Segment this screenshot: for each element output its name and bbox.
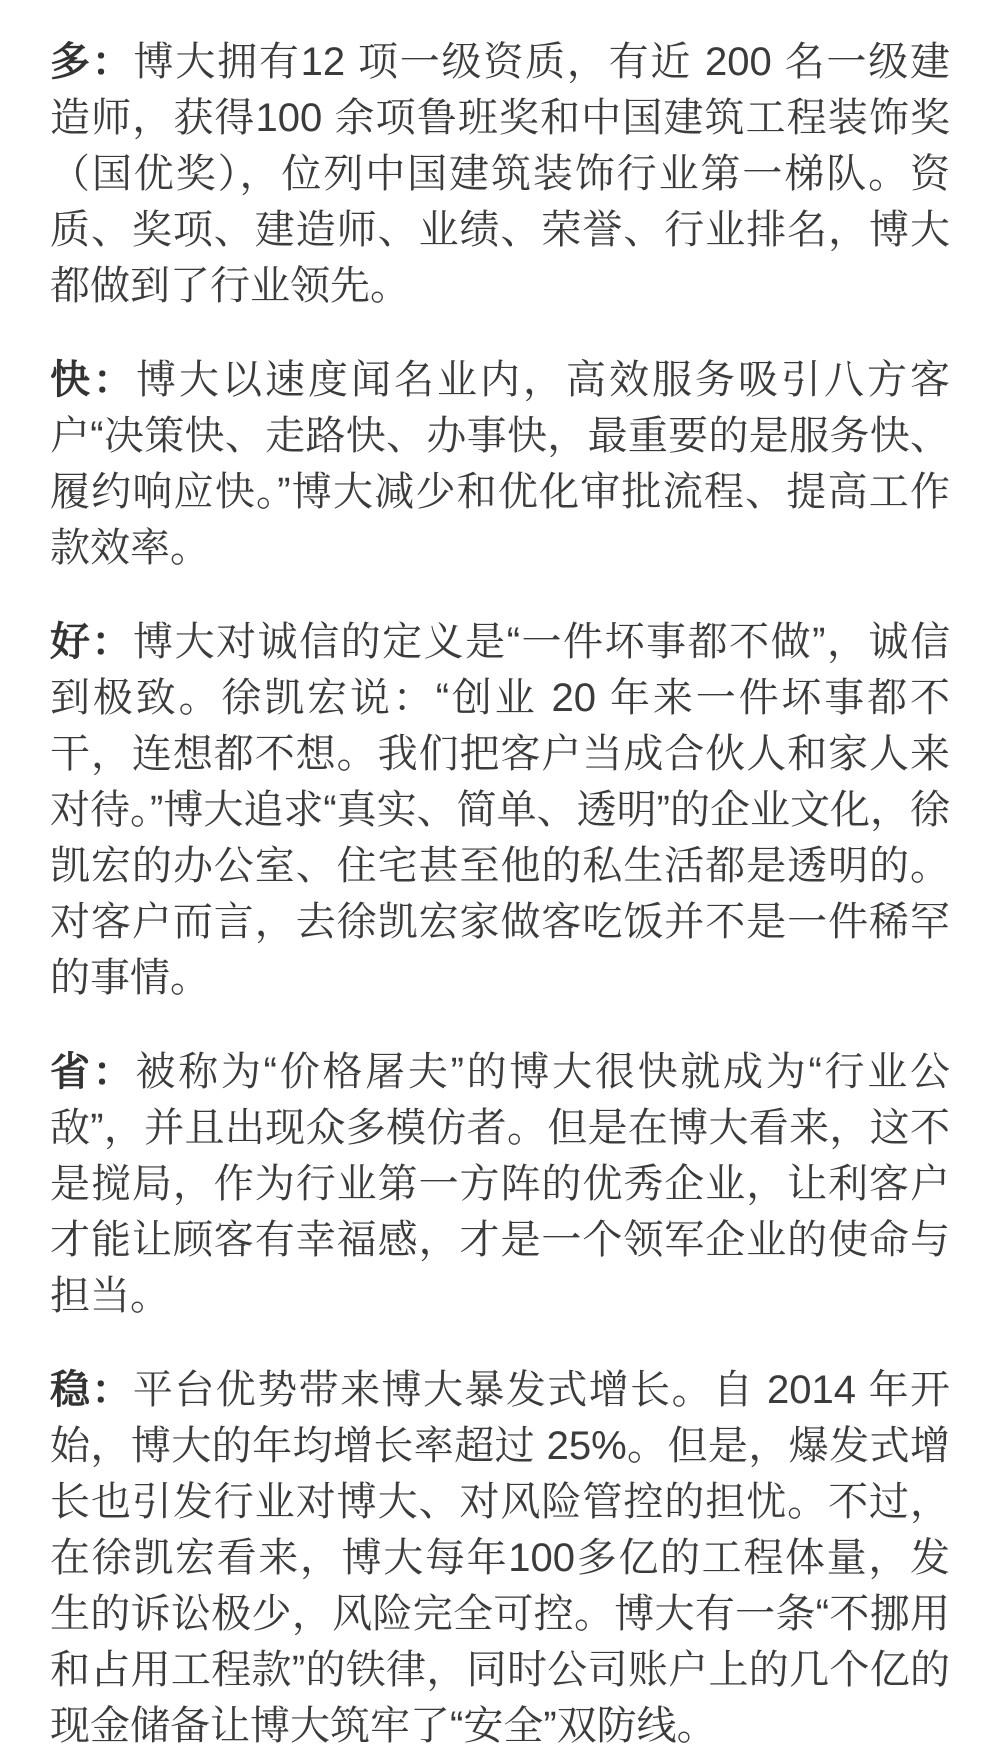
paragraph-lead: 快：	[50, 358, 136, 402]
paragraph-hao	[50, 614, 950, 1006]
paragraph-lead: 多：	[50, 40, 134, 84]
paragraph-sheng	[50, 1044, 950, 1324]
paragraph-duo	[50, 34, 950, 314]
paragraph-text: 博大对诚信的定义是“一件坏事都不做”，诚信到极致。徐凯宏说：“创业 20 年来一件坏事都不干，连想都不想。我们把客户当成合伙人和家人来对待。”博大追求“真实、简单、透明”的企业文化，徐凯宏的办公室、住宅甚至他的私生活都是透明的。对客户而言，去徐凯宏家做客吃饭并不是一件稀罕的事情。	[50, 620, 951, 1000]
paragraph-lead: 好：	[50, 620, 134, 664]
paragraph-lead: 省：	[50, 1050, 136, 1094]
paragraph-kuai	[50, 352, 950, 576]
paragraph-text: 被称为“价格屠夫”的博大很快就成为“行业公敌”，并且出现众多模仿者。但是在博大看来，这不是搅局，作为行业第一方阵的优秀企业，让利客户才能让顾客有幸福感，才是一个领军企业的使命与担当。	[50, 1050, 951, 1318]
paragraph-text: 博大拥有12 项一级资质，有近 200 名一级建造师，获得100 余项鲁班奖和中国建筑工程装饰奖（国优奖），位列中国建筑装饰行业第一梯队。资质、奖项、建造师、业绩、荣誉、行业排名，博大都做到了行业领先。	[50, 40, 950, 308]
paragraph-text: 平台优势带来博大暴发式增长。自 2014 年开始，博大的年均增长率超过 25%。但是，爆发式增长也引发行业对博大、对风险管控的担忧。不过，在徐凯宏看来，博大每年100多亿的工程体量，发生的诉讼极少，风险完全可控。博大有一条“不挪用和占用工程款”的铁律，同时公司账户上的几个亿的现金储备让博大筑牢了“安全”双防线。	[50, 1368, 951, 1748]
paragraph-lead: 稳：	[50, 1368, 133, 1412]
paragraph-wen	[50, 1362, 950, 1754]
paragraph-text: 博大以速度闻名业内，高效服务吸引八方客户“决策快、走路快、办事快，最重要的是服务快、履约响应快。”博大减少和优化审批流程、提高工作款效率。	[50, 358, 950, 570]
